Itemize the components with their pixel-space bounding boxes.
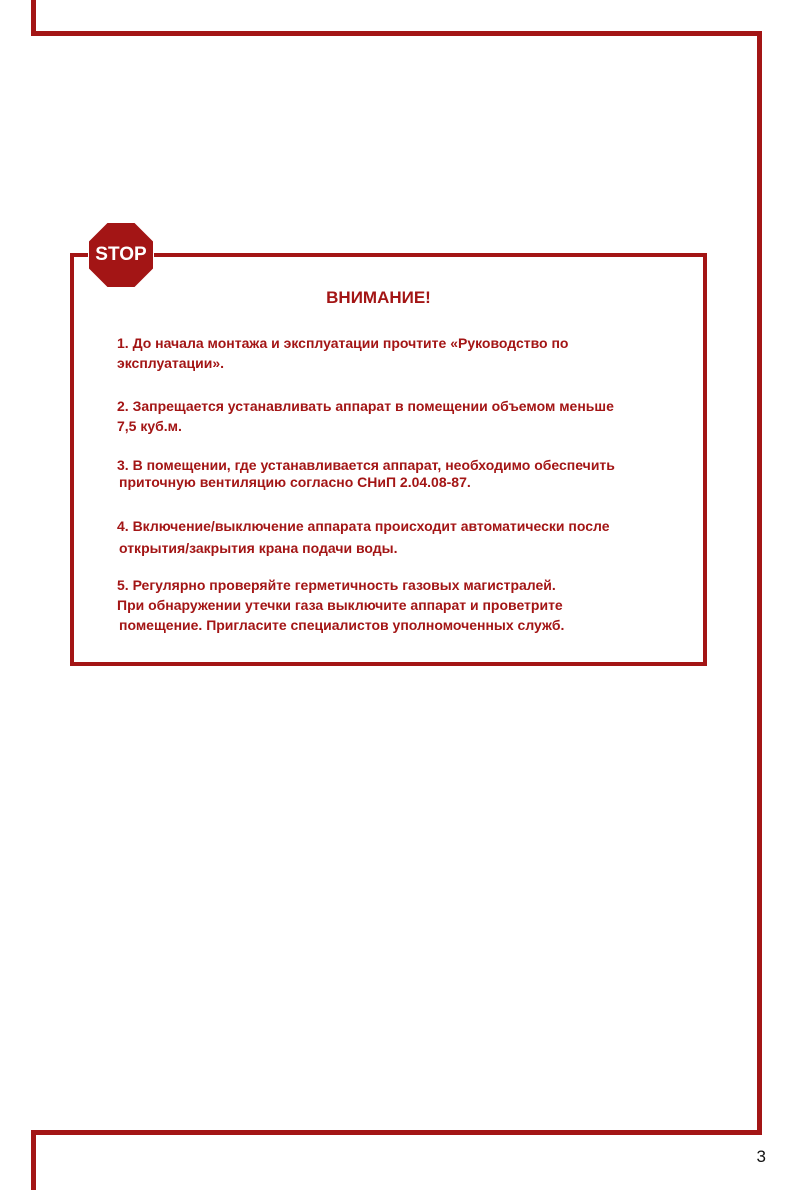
rule-line: 1. До начала монтажа и эксплуатации прочтите «Руководство по (117, 335, 569, 351)
notice-title: ВНИМАНИЕ! (326, 288, 431, 307)
rule-line: 3. В помещении, где устанавливается аппарат, необходимо обеспечить (117, 457, 615, 473)
rule-line: эксплуатации». (117, 355, 225, 371)
rule-line: При обнаружении утечки газа выключите аппарат и проветрите (117, 597, 563, 613)
page-number: 3 (756, 1147, 766, 1166)
rule-4 (117, 515, 677, 559)
rule-5 (117, 575, 677, 635)
rule-3 (117, 457, 677, 491)
frame-bottom-edge (31, 1130, 762, 1135)
rule-line: открытия/закрытия крана подачи воды. (119, 540, 398, 556)
rule-1 (117, 333, 677, 373)
rule-line: 5. Регулярно проверяйте герметичность газовых магистралей. (117, 577, 556, 593)
frame-right-edge (757, 31, 762, 1135)
rule-line: приточную вентиляцию согласно СНиП 2.04.08-87. (119, 474, 471, 490)
rule-line: помещение. Пригласите специалистов уполномоченных служб. (119, 617, 565, 633)
stop-sign-label: STOP (95, 244, 147, 265)
rule-2 (117, 396, 677, 436)
frame-bottom-left-edge (31, 1130, 36, 1190)
rule-line: 7,5 куб.м. (117, 418, 182, 434)
frame-top-edge (31, 31, 762, 36)
rule-line: 4. Включение/выключение аппарата происходит автоматически после (117, 518, 610, 534)
rule-line: 2. Запрещается устанавливать аппарат в помещении объемом меньше (117, 398, 614, 414)
